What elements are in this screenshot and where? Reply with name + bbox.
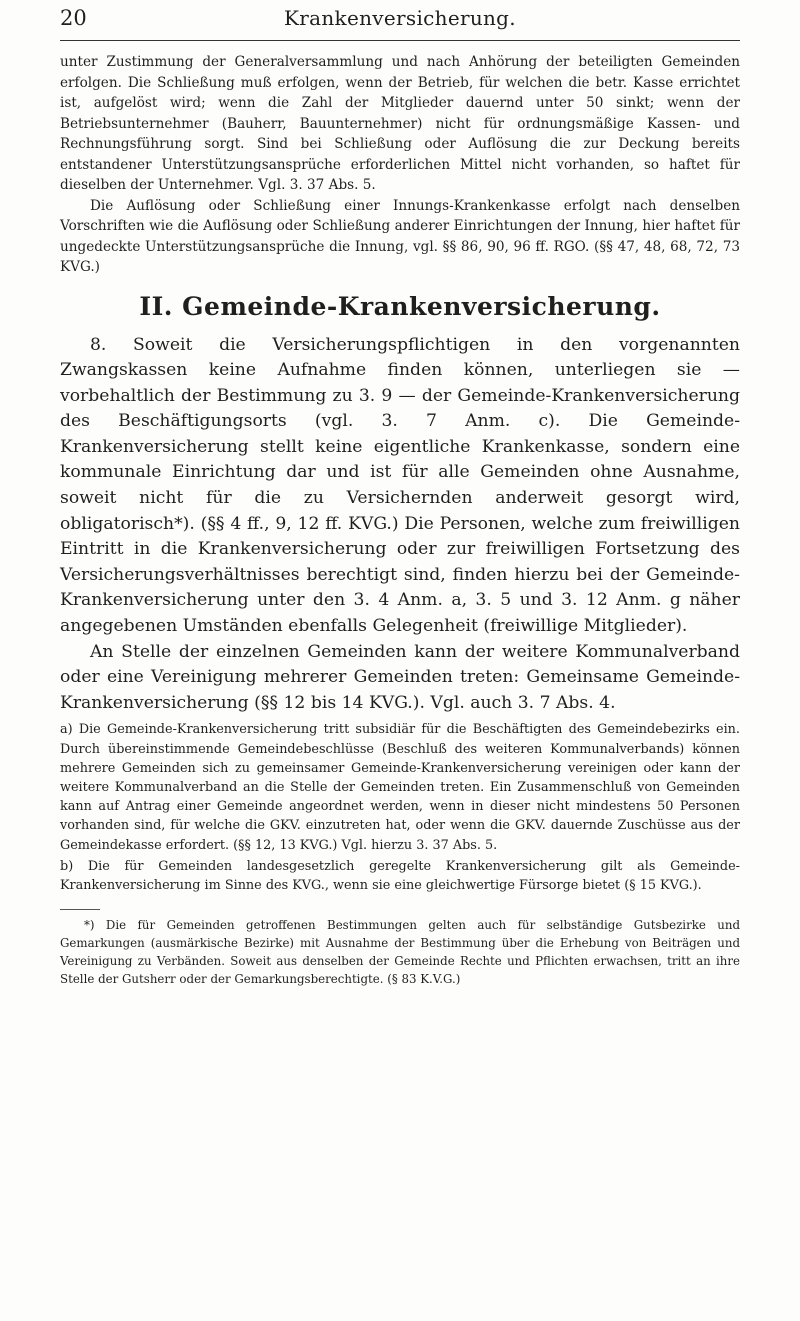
footnote-rule bbox=[60, 909, 100, 910]
body-paragraph: An Stelle der einzelnen Gemeinden kann der weitere Kommunalverband oder eine Vereinigung mehrerer Gemeinden treten: Gemeinsame Gemeinde-Krankenversicherung (§§ 12 bis 14 KVG.). Vgl. auch 3. 7 Abs. 4. bbox=[60, 641, 740, 713]
intro-paragraph: Die Auflösung oder Schließung einer Innungs-Krankenkasse erfolgt nach denselben Vorschriften wie die Auflösung oder Schließung anderer Einrichtungen der Innung, hier haftet für ungedeckte Unterstützungsansprüche die Innung, vgl. §§ 86, 90, 96 ff. RGO. (§§ 47, 48, 68, 72, 73 KVG.) bbox=[60, 197, 740, 275]
header-rule bbox=[60, 40, 740, 41]
body-paragraph: 8. Soweit die Versicherungspflichtigen in den vorgenannten Zwangskassen keine Aufnahme finden können, unterliegen sie — vorbehaltlich der Bestimmung zu 3. 9 — der Gemeinde-Krankenversicherung des Beschäftigungsorts (vgl. 3. 7 Anm. c). Die Gemeinde-Krankenversicherung stellt keine eigentliche Krankenkasse, sondern eine kommunale Einrichtung dar und ist für alle Gemeinden ohne Ausnahme, soweit nicht für die zu Versichernden anderweit gesorgt wird, obligatorisch*). (§§ 4 ff., 9, 12 ff. KVG.) Die Personen, welche zum freiwilligen Eintritt in die Krankenversicherung oder zur freiwilligen Fortsetzung des Versicherungsverhältnisses berechtigt sind, finden hierzu bei der Gemeinde-Krankenversicherung unter den 3. 4 Anm. a, 3. 5 und 3. 12 Anm. g näher angegebenen Umständen ebenfalls Gelegenheit (freiwillige Mitglieder). bbox=[60, 334, 740, 637]
section-heading: II. Gemeinde-Krankenversicherung. bbox=[139, 291, 661, 321]
note-b: b) Die für Gemeinden landesgesetzlich geregelte Krankenversicherung gilt als Gemeinde-Krankenversicherung im Sinne des KVG., wenn sie eine gleichwertige Fürsorge bietet (§ 15 KVG.). bbox=[60, 858, 740, 894]
running-title: Krankenversicherung. bbox=[284, 6, 516, 30]
footnote: *) Die für Gemeinden getroffenen Bestimmungen gelten auch für selbständige Gutsbezirke und Gemarkungen (ausmärkische Bezirke) mit Ausnahme der Bestimmung über die Erhebung von Beiträgen und Vereinigung zu Verbänden. Soweit aus denselben der Gemeinde Rechte und Pflichten erwachsen, tritt an ihre Stelle der Gutsherr oder der Gemarkungsberechtigte. (§ 83 K.V.G.) bbox=[60, 918, 740, 987]
page-body bbox=[60, 52, 740, 988]
page-number: 20 bbox=[60, 6, 87, 30]
running-head bbox=[60, 6, 740, 36]
intro-paragraph: unter Zustimmung der Generalversammlung und nach Anhörung der beteiligten Gemeinden erfolgen. Die Schließung muß erfolgen, wenn der Betrieb, für welchen die betr. Kasse errichtet ist, aufgelöst wird; wenn die Zahl der Mitglieder dauernd unter 50 sinkt; wenn der Betriebsunternehmer (Bauherr, Bauunternehmer) nicht für ordnungsmäßige Kassen- und Rechnungsführung sorgt. Sind bei Schließung oder Auflösung die zur Deckung bereits entstandener Unterstützungsansprüche erforderlichen Mittel nicht vorhanden, so haftet für dieselben der Unternehmer. Vgl. 3. 37 Abs. 5. bbox=[60, 54, 740, 193]
note-a: a) Die Gemeinde-Krankenversicherung tritt subsidiär für die Beschäftigten des Gemeindebezirks ein. Durch übereinstimmende Gemeindebeschlüsse (Beschluß des weiteren Kommunalverbands) können mehrere Gemeinden sich zu gemeinsamer Gemeinde-Krankenversicherung vereinigen oder kann der weitere Kommunalverband an die Stelle der Gemeinden treten. Ein Zusammenschluß von Gemeinden kann auf Antrag einer Gemeinde angeordnet werden, wenn in dieser nicht mindestens 50 Personen vorhanden sind, für welche die GKV. einzutreten hat, oder wenn die GKV. dauernde Zuschüsse aus der Gemeindekasse erfordert. (§§ 12, 13 KVG.) Vgl. hierzu 3. 37 Abs. 5. bbox=[60, 722, 740, 853]
